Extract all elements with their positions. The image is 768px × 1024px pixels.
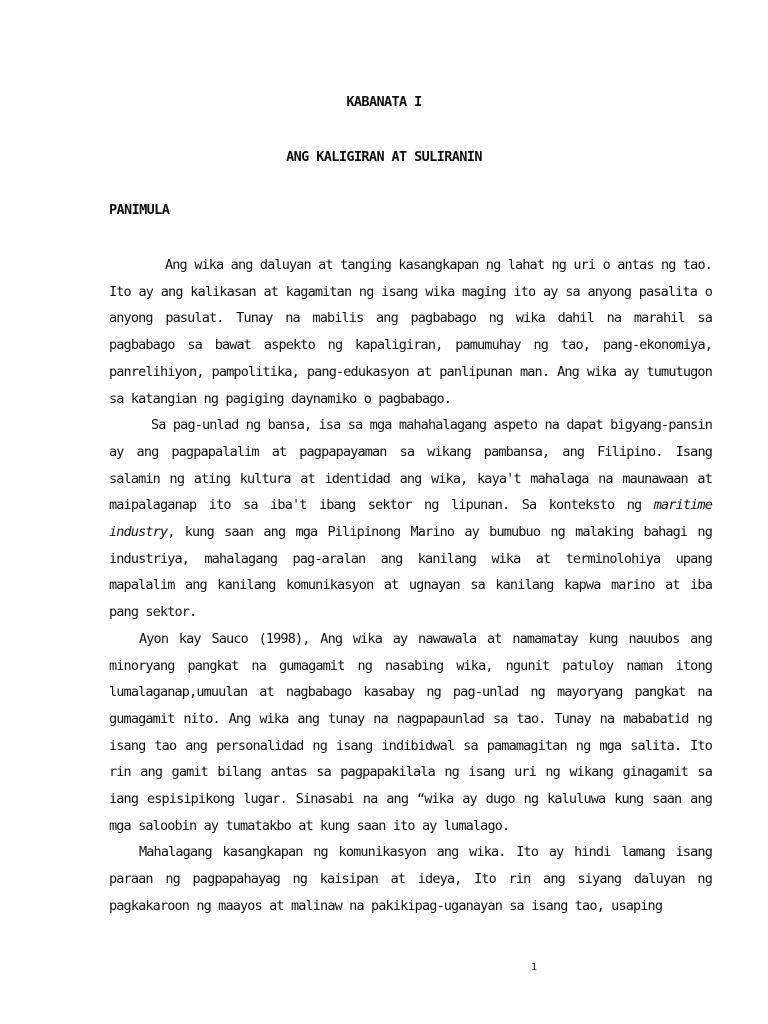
chapter-number: KABANATA I	[346, 94, 422, 110]
paragraph-3: Ayon kay Sauco (1998), Ang wika ay nawawala at namamatay kung nauubos ang minoryang pangkat na gumagamit ng nasabing wika, ngunit patuloy naman itong lumalaganap,umuulan at nagbabago kasabay ng pag-unlad ng mayoryang pangkat na gumagamit nito. Ang wika ang tunay na nagpapaunlad sa tao. Tunay na mababatid ng isang tao ang personalidad ng isang indibidwal sa pamamagitan ng mga salita. Ito rin ang gamit bilang antas sa pagpapakilala ng isang uri ng wikang ginagamit sa iang espisipikong lugar. Sinasabi na ang “wika ay dugo ng kaluluwa kung saan ang mga saloobin ay tumatakbo at kung saan ito ay lumalago.	[109, 630, 712, 834]
paragraph-1: Ang wika ang daluyan at tanging kasangkapan ng lahat ng uri o antas ng tao. Ito ay ang kalikasan at kagamitan ng isang wika maging ito ay sa anyong pasalita o anyong pasulat. Tunay na mabilis ang pagbabago ng wika dahil na marahil sa pagbabago sa bawat aspekto ng kapaligiran, pamumuhay ng tao, pang-ekonomiya, panrelihiyon, pampolitika, pang-edukasyon at panlipunan man. Ang wika ay tumutugon sa katangian ng pagiging daynamiko o pagbabago.	[109, 257, 712, 407]
paragraph-2	[109, 412, 712, 626]
page-number: 1	[530, 962, 538, 973]
section-heading: PANIMULA	[109, 202, 170, 218]
maritime-industry-term: maritime industry	[109, 497, 712, 541]
paragraph-2-text-after: , kung saan ang mga Pilipinong Marino ay bumubuo ng malaking bahagi ng industriya, mahalagang pag-aralan ang kanilang wika at terminolohiya upang mapalalim ang kanilang komunikasyon at ugnayan sa kanilang kapwa marino at iba pang sektor.	[109, 524, 712, 621]
body-text	[109, 252, 712, 920]
paragraph-2-text-before: Sa pag-unlad ng bansa, isa sa mga mahahalagang aspeto na dapat bigyang-pansin ay ang pagpapalalim at pagpapayaman sa wikang pambansa, ang Filipino. Isang salamin ng ating kultura at identidad ang wika, kaya't mahalaga na maunawaan at maipalaganap ito sa iba't ibang sektor ng lipunan. Sa konteksto ng	[109, 417, 712, 514]
chapter-title: ANG KALIGIRAN AT SULIRANIN	[286, 149, 482, 165]
paragraph-4: Mahalagang kasangkapan ng komunikasyon ang wika. Ito ay hindi lamang isang paraan ng pagpapahayag ng kaisipan at ideya, Ito rin ang siyang daluyan ng pagkakaroon ng maayos at malinaw na pakikipag-uganayan sa isang tao, usaping	[109, 844, 712, 914]
